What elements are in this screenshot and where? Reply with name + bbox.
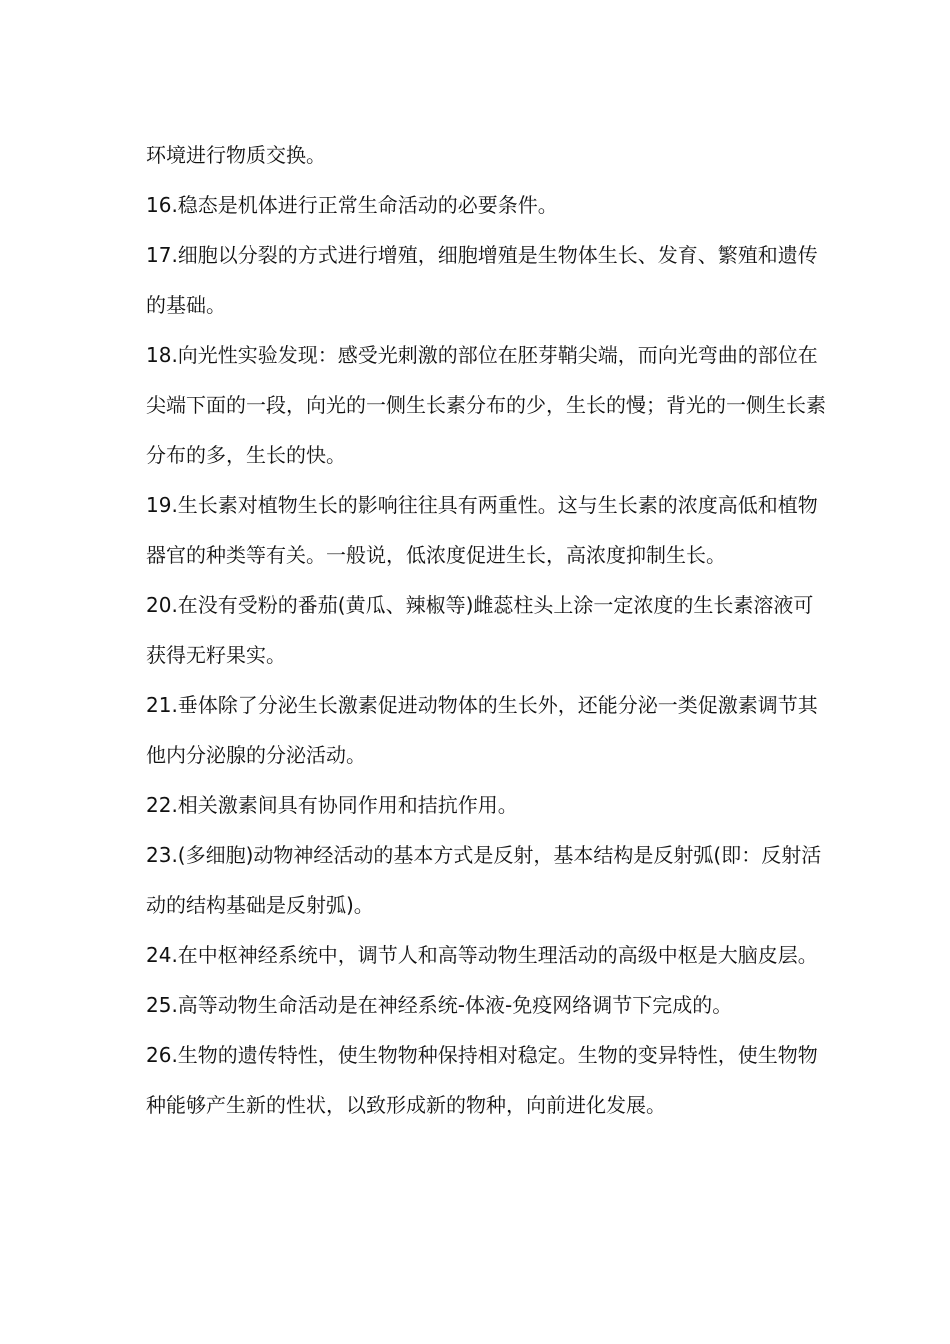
paragraph-25: 25.高等动物生命活动是在神经系统-体液-免疫网络调节下完成的。 xyxy=(146,993,733,1017)
document-body xyxy=(146,130,826,1130)
paragraph-21: 21.垂体除了分泌生长激素促进动物体的生长外，还能分泌一类促激素调节其他内分泌腺的分泌活动。 xyxy=(146,693,818,767)
paragraph-24: 24.在中枢神经系统中，调节人和高等动物生理活动的高级中枢是大脑皮层。 xyxy=(146,943,818,967)
paragraph-26: 26.生物的遗传特性，使生物物种保持相对稳定。生物的变异特性，使生物物种能够产生新的性状，以致形成新的物种，向前进化发展。 xyxy=(146,1043,818,1117)
paragraph-18: 18.向光性实验发现：感受光刺激的部位在胚芽鞘尖端，而向光弯曲的部位在尖端下面的一段，向光的一侧生长素分布的少，生长的慢；背光的一侧生长素分布的多，生长的快。 xyxy=(146,343,826,467)
paragraph-continued: 环境进行物质交换。 xyxy=(146,143,326,167)
paragraph-17: 17.细胞以分裂的方式进行增殖，细胞增殖是生物体生长、发育、繁殖和遗传的基础。 xyxy=(146,243,818,317)
paragraph-19: 19.生长素对植物生长的影响往往具有两重性。这与生长素的浓度高低和植物器官的种类等有关。一般说，低浓度促进生长，高浓度抑制生长。 xyxy=(146,493,818,567)
paragraph-20: 20.在没有受粉的番茄(黄瓜、辣椒等)雌蕊柱头上涂一定浓度的生长素溶液可获得无籽果实。 xyxy=(146,593,814,667)
paragraph-23: 23.(多细胞)动物神经活动的基本方式是反射，基本结构是反射弧(即：反射活动的结构基础是反射弧)。 xyxy=(146,843,822,917)
paragraph-16: 16.稳态是机体进行正常生命活动的必要条件。 xyxy=(146,193,558,217)
paragraph-22: 22.相关激素间具有协同作用和拮抗作用。 xyxy=(146,793,518,817)
